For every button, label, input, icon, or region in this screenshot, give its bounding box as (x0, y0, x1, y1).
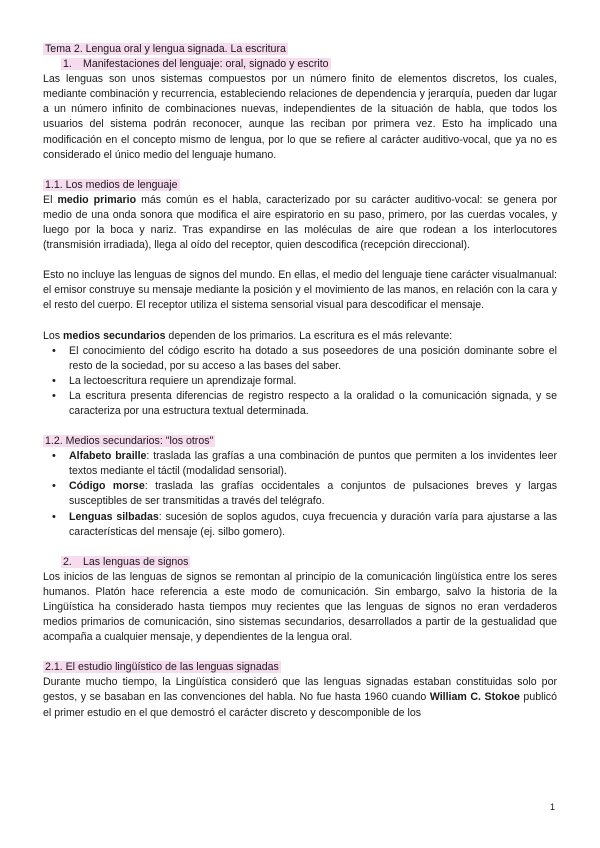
paragraph-primary-medium: El medio primario más común es el habla, caracterizado por su carácter auditivo-vocal: se genera por medio de una onda sonora que modifica el aire espiratorio en su paso, primero, por las cuerdas vocales, y luego por la boca y nariz. Tras expandirse en las moléculas de aire que rodean a los interlocutores (transmisión irradiada), llega al oído del receptor, quien descodifica (recepción direccional). (43, 193, 557, 252)
list-item: • El conocimiento del código escrito ha dotado a sus poseedores de una posición dominante sobre el resto de la sociedad, por su acceso a las bases del saber. (43, 344, 557, 374)
paragraph-languages-definition: Las lenguas son unos sistemas compuestos por un número finito de elementos discretos, los cuales, mediante combinación y recurrencia, estableciendo relaciones de dependencia y jerarquía, pueden dar lugar a un número infinito de combinaciones nuevas, independientes de la situación de habla, que todos los usuarios del sistema podrán reconocer, aunque las reciban por primera vez. Esto ha implicado una modificación en el concepto mismo de lengua, por lo que se refiere al carácter auditivo-vocal, que ya no es considerado el único medio del lenguaje humano. (43, 73, 557, 161)
paragraph-linguistic-study: Durante mucho tiempo, la Lingüística consideró que las lenguas signadas estaban constituidas solo por gestos, y se basaban en las convenciones del habla. No fue hasta 1960 cuando William C. Stokoe publicó el primer estudio en el que demostró el carácter discreto y descomponible de los (43, 676, 557, 719)
section-2-title: Las lenguas de signos (83, 555, 189, 568)
other-media-bullet-list (43, 449, 557, 540)
section-1-heading (61, 57, 557, 72)
writing-bullet-list (43, 344, 557, 419)
section-1-1-heading: 1.1. Los medios de lenguaje (45, 178, 178, 191)
section-2-1-heading: 2.1. El estudio lingüístico de las lenguas signadas (45, 661, 279, 674)
paragraph-sign-languages-history: Los inicios de las lenguas de signos se remontan al principio de la comunicación lingüística entre los seres humanos. Platón hace referencia a este modo de comunicación. Sin embargo, salvo la historia de la Lingüística ha considerado hasta tiempos muy recientes que las lenguas de signos no eran verdaderos medios primarios de comunicación, sino sistemas secundarios, desarrollados a partir de la gestualidad que acompaña a cualquier mensaje, y dependientes de la lengua oral. (43, 570, 557, 644)
theme-title: Tema 2. Lengua oral y lengua signada. La escritura (45, 43, 286, 55)
page-number: 1 (549, 802, 555, 812)
section-2-heading (61, 555, 557, 570)
list-item: • Alfabeto braille: traslada las grafías a una combinación de puntos que permiten a los invidentes leer textos mediante el táctil (modalidad sensorial). (43, 449, 557, 479)
term-medios-secundarios: medios secundarios (63, 329, 166, 342)
section-2-number: 2. (63, 555, 72, 568)
paragraph-secondary-media: Los medios secundarios dependen de los primarios. La escritura es el más relevante: (43, 329, 453, 342)
paragraph-sign-languages-medium: Esto no incluye las lenguas de signos del mundo. En ellas, el medio del lenguaje tiene carácter visualmanual: el emisor construye su mensaje mediante la posición y el movimiento de las manos, en relación con la cara y el resto del cuerpo. El receptor utiliza el sistema sensorial visual para descodificar el mensaje. (43, 269, 557, 312)
list-item: • Lenguas silbadas: sucesión de soplos agudos, cuya frecuencia y duración varía para ajustarse a las características del mensaje (ej. silbo gomero). (43, 510, 557, 540)
list-item: • La escritura presenta diferencias de registro respecto a la oralidad o la comunicación signada, y se caracteriza por una estructura textual determinada. (43, 389, 557, 419)
section-1-title: Manifestaciones del lenguaje: oral, signado y escrito (83, 58, 329, 71)
list-item: • Código morse: traslada las grafías occidentales a conjuntos de pulsaciones breves y largas susceptibles de ser transmitidas a través del telégrafo. (43, 479, 557, 509)
list-item: • La lectoescritura requiere un aprendizaje formal. (43, 374, 557, 389)
document-page (43, 42, 557, 721)
section-1-number: 1. (63, 58, 72, 71)
section-1-2-heading: 1.2. Medios secundarios: "los otros" (45, 435, 214, 448)
term-medio-primario: medio primario (57, 193, 137, 206)
term-william-stokoe: William C. Stokoe (429, 691, 520, 704)
